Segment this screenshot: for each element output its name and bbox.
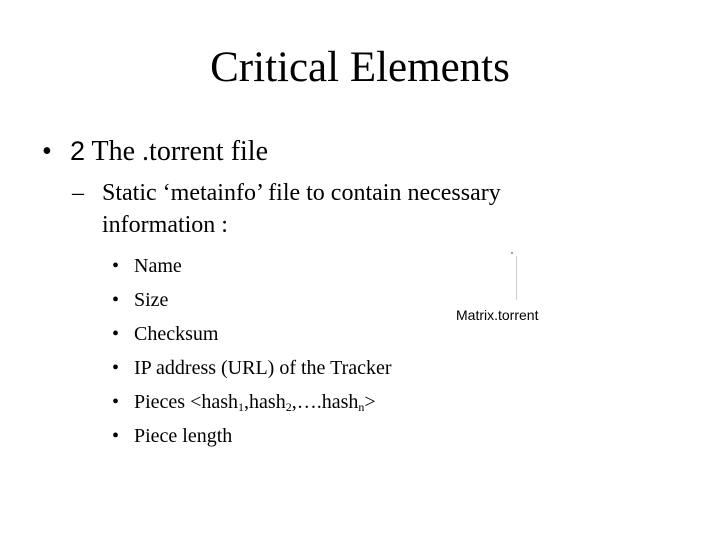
list-item (112, 419, 392, 453)
list-bullet: • (112, 289, 120, 311)
list-item (112, 351, 392, 385)
item-name: Name (134, 255, 182, 277)
item-checksum: Checksum (134, 323, 219, 345)
list-bullet: • (112, 425, 120, 447)
list-item (112, 317, 392, 351)
pieces-sub-n: n (358, 400, 365, 414)
sub-bullet (72, 177, 592, 241)
file-icon-edge (516, 256, 517, 300)
bullet-number: 2 (70, 136, 86, 166)
metainfo-list (112, 249, 392, 453)
pieces-sub-2: 2 (285, 400, 292, 414)
list-item (112, 249, 392, 283)
list-bullet: • (112, 255, 120, 277)
pieces-suffix: > (364, 391, 376, 413)
pieces-mid-1: ,hash (244, 391, 286, 413)
pieces-mid-2: ,….hash (291, 391, 359, 413)
main-bullet (42, 133, 268, 170)
list-bullet: • (112, 357, 120, 379)
list-bullet: • (112, 391, 120, 413)
sub-bullet-marker: – (72, 180, 84, 206)
file-caption: Matrix.torrent (456, 307, 539, 323)
bullet-marker: • (42, 136, 52, 167)
list-bullet: • (112, 323, 120, 345)
item-tracker: IP address (URL) of the Tracker (134, 357, 392, 379)
file-icon-mark (511, 252, 513, 254)
item-pieces (134, 391, 376, 413)
pieces-sub-1: 1 (238, 400, 245, 414)
bullet-text: The .torrent file (85, 136, 269, 167)
list-item (112, 385, 392, 419)
slide-title: Critical Elements (210, 44, 510, 91)
sub-bullet-text: Static ‘metainfo’ file to contain necessary information : (102, 180, 501, 238)
item-piece-length: Piece length (134, 425, 233, 447)
item-size: Size (134, 289, 169, 311)
pieces-prefix: Pieces <hash (134, 391, 239, 413)
list-item (112, 283, 392, 317)
